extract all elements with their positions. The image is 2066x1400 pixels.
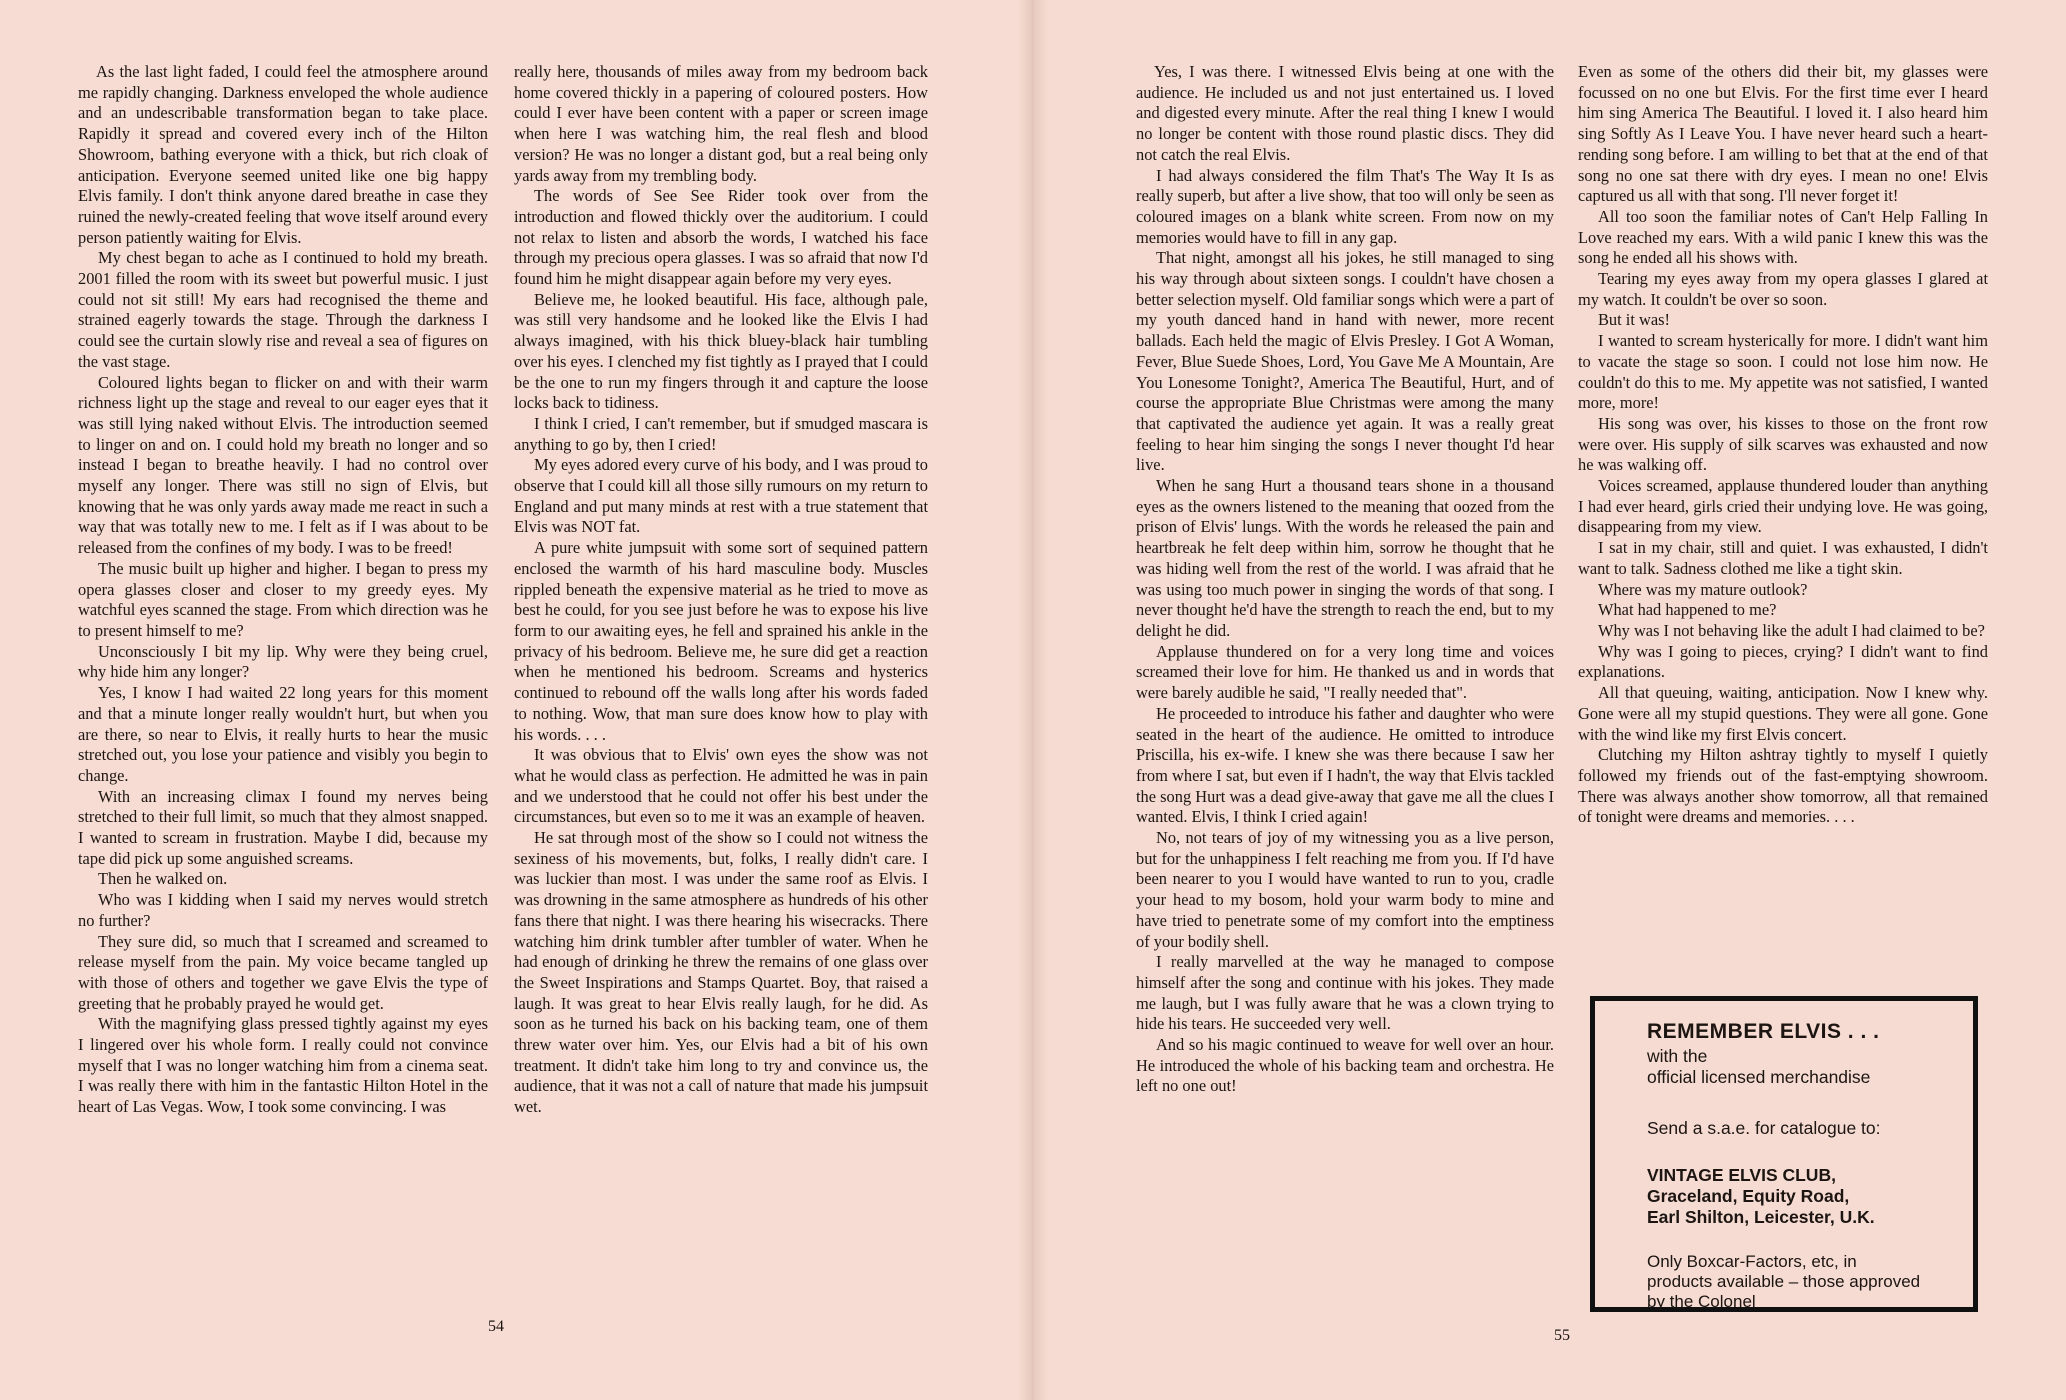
advert-instruction: Send a s.a.e. for catalogue to:	[1647, 1118, 1881, 1138]
paragraph: And so his magic continued to weave for well over an hour. He introduced the whole of his backing team and orchestra. He left no one out!	[1136, 1035, 1554, 1096]
paragraph: I wanted to scream hysterically for more. I didn't want him to vacate the stage so soon. I could not lose him now. He couldn't do this to me. My appetite was not satisfied, I wanted more, more!	[1578, 331, 1988, 413]
paragraph: Unconsciously I bit my lip. Why were they being cruel, why hide him any longer?	[78, 641, 488, 682]
paragraph: He sat through most of the show so I could not witness the sexiness of his movements, but, folks, I really didn't care. I was luckier than most. I was under the same roof as Elvis. I was drowning in the same atmosphere as hundreds of his other fans there that night. I was there hearing his wisecracks. There watching him drink tumbler after tumbler of water. When he had enough of drinking he threw the remains of one glass over the Sweet Inspirations and Stamps Quartet. Boy, that raised a laugh. It was great to hear Elvis really laugh, for he did. As soon as he turned his back on his backing team, one of them threw water over him. Yes, our Elvis had a bit of his own treatment. It didn't take him long to try and convince us, the audience, that it was not a call of nature that made his jumpsuit wet.	[514, 828, 928, 1117]
paragraph: Applause thundered on for a very long time and voices screamed their love for him. He thanked us and in words that were barely audible he said, "I really needed that".	[1136, 641, 1554, 703]
paragraph: My chest began to ache as I continued to hold my breath. 2001 filled the room with its sweet but powerful music. I just could not sit still! My ears had recognised the theme and strained eagerly towards the stage. Through the darkness I could see the curtain slowly rise and reveal a sea of figures on the vast stage.	[78, 248, 488, 371]
left-column-2	[514, 62, 928, 1118]
right-column-1	[1136, 62, 1554, 1097]
paragraph: It was obvious that to Elvis' own eyes the show was not what he would class as perfection. He admitted he was in pain and we understood that he could not offer his best under the circumstances, but even so to me it was an example of heaven.	[514, 745, 928, 827]
advert-note: products available – those approved	[1647, 1272, 1921, 1291]
paragraph: Why was I not behaving like the adult I had claimed to be?	[1598, 620, 1985, 640]
paragraph: Voices screamed, applause thundered louder than anything I had ever heard, girls cried their undying love. He was going, disappearing from my view.	[1578, 476, 1988, 537]
paragraph: As the last light faded, I could feel the atmosphere around me rapidly changing. Darkness enveloped the whole audience and an undescribable transformation began to take place. Rapidly it spread and covered every inch of the Hilton Showroom, bathing everyone with a thick, but rich cloak of anticipation. Everyone seemed united like one big happy Elvis family. I don't think anyone dared breathe in case they ruined the newly-created feeling that wove itself around every person patiently waiting for Elvis.	[78, 62, 488, 247]
paragraph: They sure did, so much that I screamed and screamed to release myself from the pain. My voice became tangled up with those of others and together we gave Elvis the type of greeting that he probably prayed he would get.	[78, 931, 488, 1013]
paragraph: All that queuing, waiting, anticipation. Now I knew why. Gone were all my stupid questions. They were all gone. Gone with the wind like my first Elvis concert.	[1578, 683, 1988, 744]
paragraph: I had always considered the film That's The Way It Is as really superb, but after a live show, that too will only be seen as coloured images on a blank white screen. From now on my memories would have to fill in any gap.	[1136, 165, 1554, 247]
paragraph: All too soon the familiar notes of Can't Help Falling In Love reached my ears. With a wild panic I knew this was the song he ended all his shows with.	[1578, 206, 1988, 268]
paragraph: Why was I going to pieces, crying? I didn't want to find explanations.	[1578, 641, 1988, 682]
paragraph: Yes, I know I had waited 22 long years for this moment and that a minute longer really wouldn't hurt, but when you are there, so near to Elvis, it really hurts to hear the music stretched out, you lose your patience and visibly you begin to change.	[78, 683, 488, 785]
paragraph: With the magnifying glass pressed tightly against my eyes I lingered over his whole form. I really could not convince myself that I was no longer watching him from a cinema seat. I was really there with him in the fantastic Hilton Hotel in the heart of Las Vegas. Wow, I took some convincing. I was	[78, 1014, 488, 1117]
paragraph: I think I cried, I can't remember, but if smudged mascara is anything to go by, then I cried!	[514, 413, 928, 454]
paragraph: I really marvelled at the way he managed to compose himself after the song and continue with his jokes. They made me laugh, but I was fully aware that he was a clown trying to hide his tears. He succeeded very well.	[1136, 952, 1554, 1034]
paragraph: A pure white jumpsuit with some sort of sequined pattern enclosed the warmth of his hard masculine body. Muscles rippled beneath the expensive material as he tried to move as best he could, for you see just before he was to expose his live form to our awaiting eyes, he fell and sprained his ankle in the privacy of his bedroom. Believe me, he sure did get a reaction when he mentioned his bedroom. Screams and hysterics continued to rebound off the walls long after his words faded to nothing. Wow, that man sure does know how to play with his words. . . .	[514, 538, 928, 744]
gutter-shadow	[1018, 0, 1048, 1400]
paragraph: really here, thousands of miles away from my bedroom back home covered thickly in a papering of coloured posters. How could I ever have been content with a paper or screen image when here I was watching him, the real flesh and blood version? He was no longer a distant god, but a real being only yards away from my trembling body.	[514, 62, 928, 185]
paragraph: With an increasing climax I found my nerves being stretched to their full limit, so much that they almost snapped. I wanted to scream in frustration. Maybe I did, because my tape did pick up some anguished screams.	[78, 786, 488, 868]
advert-subline: with the	[1647, 1046, 1708, 1066]
page-number-right: 55	[1554, 1327, 1570, 1344]
right-column-2	[1578, 62, 1988, 828]
page-number-left: 54	[488, 1318, 504, 1335]
paragraph: Where was my mature outlook?	[1598, 579, 1808, 599]
left-column-1	[78, 62, 488, 1118]
paragraph: The words of See See Rider took over from the introduction and flowed thickly over the auditorium. I could not relax to listen and absorb the words, I watched his face through my precious opera glasses. I was so afraid that now I'd found him he might disappear again before my very eyes.	[514, 186, 928, 289]
advert-subline: official licensed merchandise	[1647, 1067, 1871, 1087]
paragraph: Yes, I was there. I witnessed Elvis being at one with the audience. He included us and not just entertained us. I loved and digested every minute. After the real thing I knew I would no longer be content with those round plastic discs. They did not catch the real Elvis.	[1136, 62, 1554, 164]
paragraph: What had happened to me?	[1598, 600, 1777, 620]
paragraph: Coloured lights began to flicker on and with their warm richness light up the stage and reveal to our eager eyes that it was still lying naked without Elvis. The introduction seemed to linger on and on. I could hold my breath no longer and so instead I began to breathe heavily. I had no control over myself any longer. There was still no sign of Elvis, but knowing that he was only yards away made me react in such a way that was totally new to me. I felt as if I was about to be released from the confines of my body. I was to be freed!	[78, 372, 488, 558]
advert-note: Only Boxcar-Factors, etc, in	[1647, 1252, 1857, 1271]
paragraph: He proceeded to introduce his father and daughter who were seated in the heart of the audience. He omitted to introduce Priscilla, his ex-wife. I knew she was there because I saw her from where I sat, but even if I hadn't, the way that Elvis tackled the song Hurt was a dead give-away that gave me all the clues I wanted. Elvis, I think I cried again!	[1136, 703, 1554, 827]
paragraph: No, not tears of joy of my witnessing you as a live person, but for the unhappiness I felt reaching me from you. If I'd have been nearer to you I would have wanted to run to you, cradle your head to my bosom, hold your warm body to mine and have tried to penetrate some of my comfort into the emptiness of your bodily shell.	[1136, 828, 1554, 951]
advert-note: by the Colonel	[1647, 1292, 1756, 1311]
paragraph: My eyes adored every curve of his body, and I was proud to observe that I could kill all those silly rumours on my return to England and put many minds at rest with a true statement that Elvis was NOT fat.	[514, 455, 928, 537]
paragraph: That night, amongst all his jokes, he still managed to sing his way through about sixteen songs. I couldn't have chosen a better selection myself. Old familiar songs which were a part of my youth danced hand in hand with newer, more recent ballads. Each held the magic of Elvis Presley. I Got A Woman, Fever, Blue Suede Shoes, Lord, You Gave Me A Mountain, Are You Lonesome Tonight?, America The Beautiful, Hurt, and of course the appropriate Blue Christmas were among the many that captivated the audience yet again. It was a really great feeling to hear him singing the songs I never thought I'd hear live.	[1136, 248, 1554, 475]
paragraph: Then he walked on.	[98, 869, 228, 889]
advert-address-line: Earl Shilton, Leicester, U.K.	[1647, 1207, 1875, 1227]
paragraph: Clutching my Hilton ashtray tightly to myself I quietly followed my friends out of the fast-emptying showroom. There was always another show tomorrow, all that remained of tonight were dreams and memories. . . .	[1578, 745, 1988, 827]
paragraph: When he sang Hurt a thousand tears shone in a thousand eyes as the owners listened to the meaning that oozed from the prison of Elvis' lungs. With the words he released the pain and heartbreak he felt deep within him, sorrow he thought that he was hiding well from the rest of the world. I was afraid that he was using too much power in singing the words of that song. I never thought he'd have the strength to reach the end, but to my delight he did.	[1136, 476, 1554, 640]
advert-address-line: Graceland, Equity Road,	[1647, 1186, 1850, 1206]
paragraph: His song was over, his kisses to those on the front row were over. His supply of silk scarves was exhausted and now he was walking off.	[1578, 413, 1988, 475]
advert-address-line: VINTAGE ELVIS CLUB,	[1647, 1165, 1836, 1185]
merchandise-advert	[1590, 996, 1978, 1312]
paragraph: Tearing my eyes away from my opera glasses I glared at my watch. It couldn't be over so soon.	[1578, 269, 1988, 309]
paragraph: I sat in my chair, still and quiet. I was exhausted, I didn't want to talk. Sadness clothed me like a tight skin.	[1578, 538, 1988, 578]
paragraph: The music built up higher and higher. I began to press my opera glasses closer and closer to my greedy eyes. My watchful eyes scanned the stage. From which direction was he to present himself to me?	[78, 558, 488, 640]
paragraph: But it was!	[1598, 310, 1670, 330]
paragraph: Believe me, he looked beautiful. His face, although pale, was still very handsome and he looked like the Elvis I had always imagined, with his thick bluey-black hair tumbling over his eyes. I clenched my fist tightly as I prayed that I could be the one to run my fingers through it and capture the loose locks back to tidiness.	[514, 289, 928, 413]
advert-heading: REMEMBER ELVIS . . .	[1647, 1020, 1880, 1043]
paragraph: Who was I kidding when I said my nerves would stretch no further?	[78, 890, 488, 930]
paragraph: Even as some of the others did their bit, my glasses were focussed on no one but Elvis. For the first time ever I heard him sing America The Beautiful. I loved it. I also heard him sing Softly As I Leave You. I have never heard such a heart-rending song before. I am willing to bet that at the end of that song no one sat there with dry eyes. I mean no one! Elvis captured us all with that song. I'll never forget it!	[1578, 62, 1988, 206]
